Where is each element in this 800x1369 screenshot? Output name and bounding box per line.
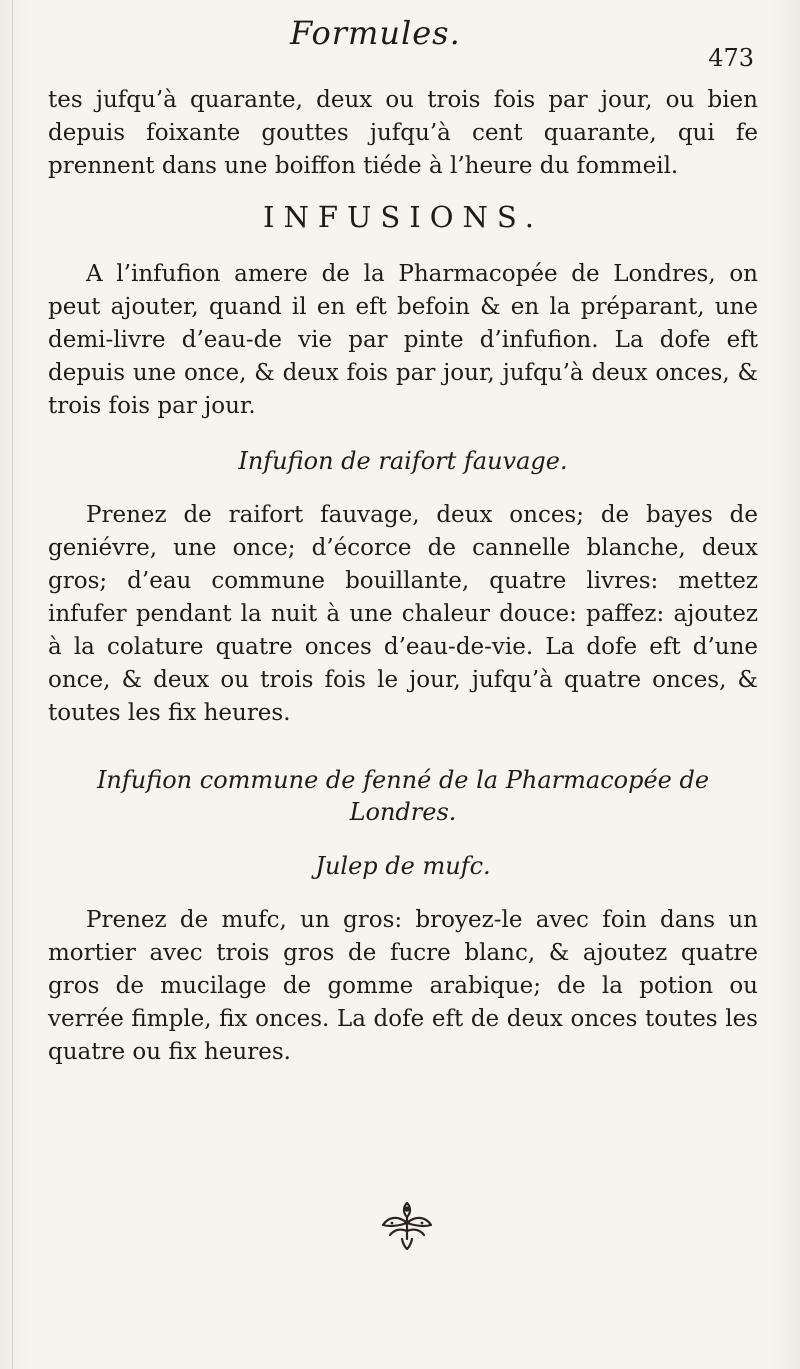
spacer	[48, 730, 758, 764]
page-edge-shadow	[12, 0, 13, 1369]
subheading-raifort: Infufion de raifort fauvage.	[238, 447, 568, 475]
subheading-senne-line-1: Infufion commune de fenné de la Pharmacopée de	[96, 766, 710, 794]
paragraph-julep-musc: Prenez de mufc, un gros: broyez-le avec foin dans un mortier avec trois gros de fucre blanc, & ajoutez quatre gros de mucilage de gomme arabique; de la potion ou verrée fimple, fix onces. La dofe eft de deux onces toutes les quatre ou fix heures.	[48, 907, 758, 1065]
subheading-julep-musc: Julep de mufc.	[315, 852, 491, 880]
paragraph-raifort: Prenez de raifort fauvage, deux onces; de bayes de geniévre, une once; d’écorce de cannelle blanche, deux gros; d’eau commune bouillante, quatre livres: mettez infufer pendant la nuit à une chaleur douce: paffez: ajoutez à la colature quatre onces d’eau-de-vie. La dofe eft d’une once, & deux ou trois fois le jour, jufqu’à quatre onces, & toutes les fix heures.	[48, 502, 758, 726]
spacer	[48, 477, 758, 499]
spacer	[48, 183, 758, 193]
spacer	[48, 423, 758, 445]
spacer	[48, 828, 758, 850]
spacer	[48, 882, 758, 904]
running-title: Formules.	[290, 14, 461, 52]
section-title: INFUSIONS.	[263, 200, 543, 234]
subheading-senne-line-2: Londres.	[349, 798, 457, 826]
paragraph-infusion-amere: A l’infufion amere de la Pharmacopée de Londres, on peut ajouter, quand il en eft befoin & en la préparant, une demi-livre d’eau-de vie par pinte d’infufion. La dofe eft depuis une once, & deux fois par jour, jufqu’à deux onces, & trois fois par jour.	[48, 261, 758, 419]
main-text-block	[48, 84, 758, 1069]
fleuron-icon	[372, 1195, 442, 1255]
page-number: 473	[708, 44, 754, 72]
intro-paragraph: tes jufqu’à quarante, deux ou trois fois par jour, ou bien depuis foixante gouttes jufqu’à cent quarante, qui fe prennent dans une boiffon tiéde à l’heure du fommeil.	[48, 87, 758, 179]
